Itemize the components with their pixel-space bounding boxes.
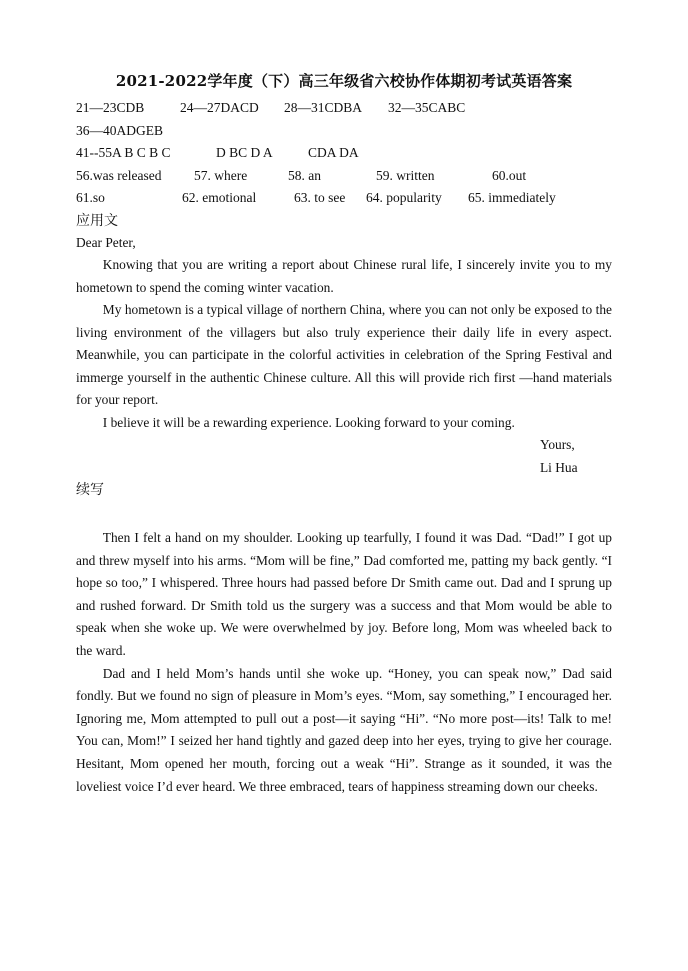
answer-row-1 [76, 97, 612, 120]
answer-28-31: 28—31CDBA [284, 100, 363, 115]
answer-60: 60.out [492, 167, 527, 183]
answer-21-23: 21—23CDB [76, 100, 145, 115]
answer-65: 65. immediately [468, 190, 556, 205]
answer-64: 64. popularity [366, 190, 442, 205]
letter-paragraph-2: My hometown is a typical village of northern China, where you can not only be exposed to the living environment of the villagers but also truly experience their daily life in every aspect. Meanwhile, you can participate in the colorful activities in celebration of the Spring Festival and immerge yourself in the authentic Chinese culture. All this will provide rich first —hand materials for your report. [76, 302, 612, 407]
answer-61: 61.so [76, 190, 105, 205]
applied-writing-letter [76, 232, 612, 480]
page-title: 2021-2022学年度（下）高三年级省六校协作体期初考试英语答案 [115, 72, 573, 90]
answer-row-3 [76, 142, 612, 165]
answer-58: 58. an [288, 167, 321, 183]
answer-row-4 [76, 165, 612, 188]
answer-41-45: 41--55A B C B C [76, 145, 171, 160]
answer-32-35: 32—35CABC [388, 100, 466, 115]
continuation-writing-label: 续写 [76, 482, 104, 498]
letter-paragraph-1: Knowing that you are writing a report about Chinese rural life, I sincerely invite you to my hometown to spend the coming winter vacation. [76, 257, 612, 295]
answer-key [76, 97, 612, 210]
applied-writing-label: 应用文 [76, 212, 118, 229]
letter-signature: Li Hua [540, 459, 578, 475]
letter-paragraph-3: I believe it will be a rewarding experience. Looking forward to your coming. [102, 414, 515, 430]
answer-51-55: CDA DA [308, 145, 359, 160]
continuation-writing [76, 527, 612, 798]
answer-59: 59. written [376, 167, 435, 183]
answer-36-40: 36—40ADGEB [76, 122, 163, 138]
answer-57: 57. where [194, 167, 248, 183]
answer-24-27: 24—27DACD [180, 100, 259, 115]
answer-56: 56.was released [76, 167, 162, 183]
answer-63: 63. to see [294, 190, 346, 205]
answer-46-50: D BC D A [216, 145, 273, 160]
letter-salutation: Dear Peter, [76, 234, 136, 250]
letter-closing: Yours, [540, 437, 575, 452]
continuation-paragraph-1: Then I felt a hand on my shoulder. Looking up tearfully, I found it was Dad. “Dad!” I got up and threw myself into his arms. “Mom will be fine,” Dad comforted me, patting my back gently. “I hope so too,” I whispered. Three hours had passed before Dr Smith came out. Dad and I sprung up and rushed forward. Dr Smith told us the surgery was a success and that Mom would be able to speak when she woke up. We were overwhelmed by joy. Before long, Mom was wheeled back to the ward. [76, 530, 612, 658]
answer-62: 62. emotional [182, 190, 257, 205]
answer-row-5 [76, 187, 612, 210]
continuation-paragraph-2: Dad and I held Mom’s hands until she woke up. “Honey, you can speak now,” Dad said fondly. But we found no sign of pleasure in Mom’s eyes. “Mom, say something,” I encouraged her. Ignoring me, Mom attempted to pull out a post—it saying “Hi”. “No more post—its! Talk to me! You can, Mom!” I seized her hand tightly and gazed deep into her eyes, trying to give her courage. Hesitant, Mom opened her mouth, forcing out a weak “Hi”. Strange as it sounded, it was the loveliest voice I’d ever heard. We three embraced, tears of happiness streaming down our cheeks. [76, 665, 612, 794]
answer-row-2 [76, 120, 612, 143]
